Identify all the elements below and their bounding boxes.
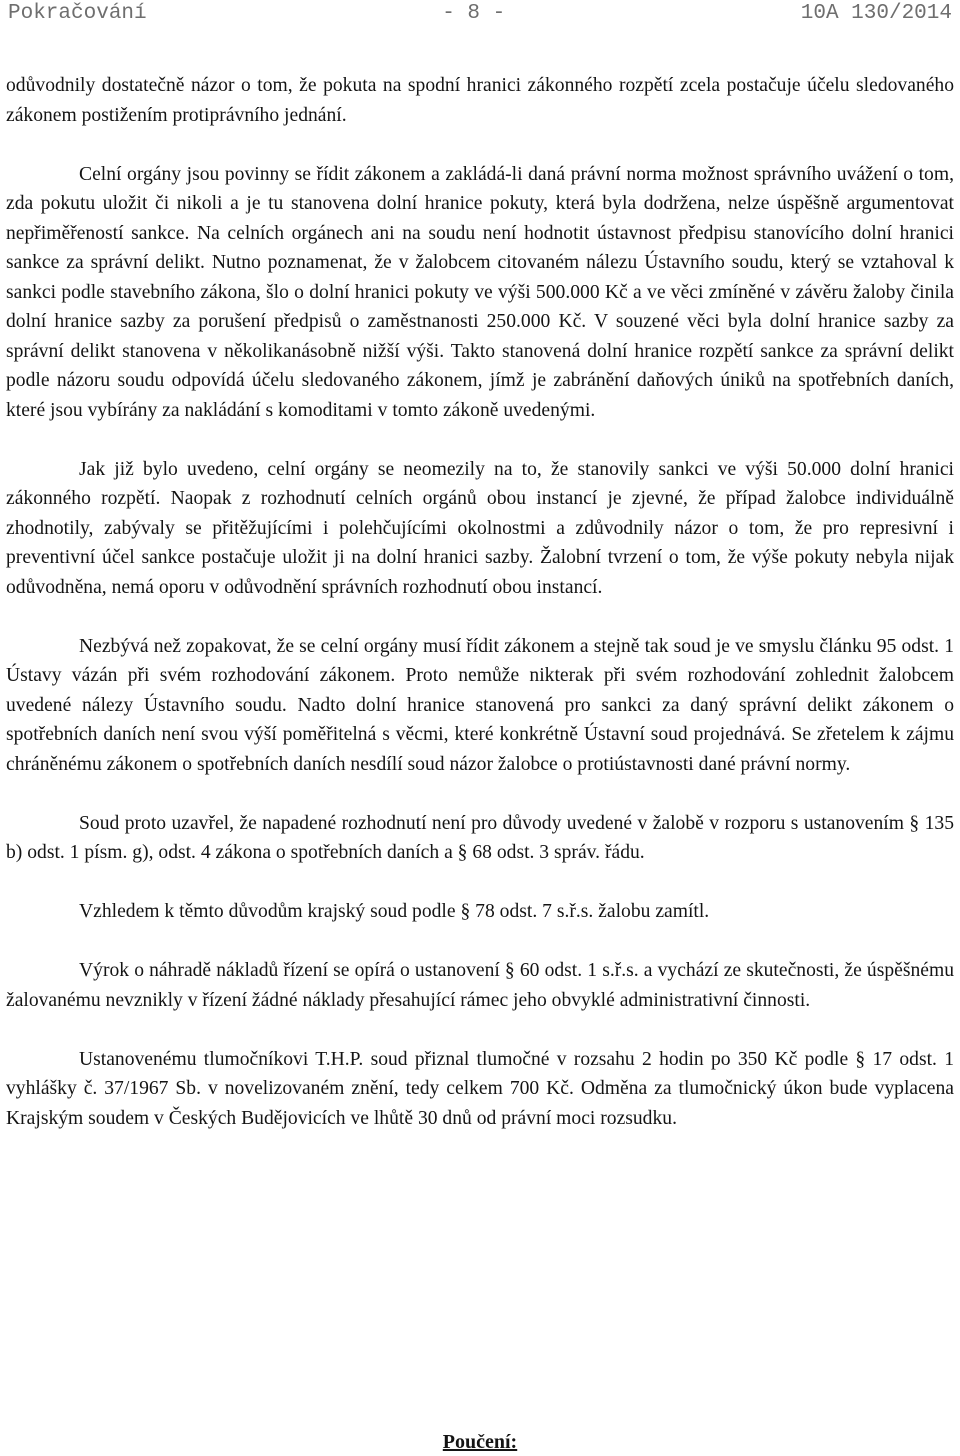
header-case-number: 10A 130/2014 <box>800 2 952 25</box>
paragraph-costs: Výrok o náhradě nákladů řízení se opírá o ustanovení § 60 odst. 1 s.ř.s. a vychází ze skutečnosti, že úspěšnému žalovanému nevznikly v řízení žádné náklady přesahující rámec jeho obvyklé administrativní činnosti. <box>6 960 954 1011</box>
paragraph-customs-authorities: Celní orgány jsou povinny se řídit zákonem a zakládá-li daná právní norma možnost správního uvážení o tom, zda pokutu uložit či nikoli a je tu stanovena dolní hranice pokuty, která byla dodržena, nelze úspěšně argumentovat nepřiměřeností sankce. Na celních orgánech ani na soudu není hodnotit ústavnost předpisu stanovícího dolní hranici sankce za správní delikt. Nutno poznamenat, že v žalobcem citovaném nálezu Ústavního soudu, který se vztahoval k sankci podle stavebního zákona, šlo o dolní hranici pokuty ve výši 500.000 Kč a ve věci zmíněné v závěru žaloby činila dolní hranice sazby za porušení předpisů o zaměstnanosti 250.000 Kč. V souzené věci byla dolní hranice sazby za správní delikt stanovena v několikanásobně nižší výši. Takto stanovená dolní hranice rozpětí sankce za správní delikt podle názoru soudu odpovídá účelu sledovaného zákonem, jímž je zabránění daňových úniků na spotřebních daních, které jsou vybírány za nakládání s komoditami v tomto zákoně uvedenými. <box>6 163 954 421</box>
paragraph-verdict: Vzhledem k těmto důvodům krajský soud podle § 78 odst. 7 s.ř.s. žalobu zamítl. <box>79 901 710 922</box>
page-header <box>6 0 954 28</box>
paragraph-conclusion: Soud proto uzavřel, že napadené rozhodnutí není pro důvody uvedené v žalobě v rozporu s ustanovením § 135 b) odst. 1 písm. g), odst. 4 zákona o spotřebních daních a § 68 odst. 3 správ. řádu. <box>6 812 954 863</box>
paragraph-sanction-assessment: Jak již bylo uvedeno, celní orgány se neomezily na to, že stanovily sankci ve výši 50.000 dolní hranici zákonného rozpětí. Naopak z rozhodnutí celních orgánů obou instancí je zjevné, že případ žalobce individuálně zhodnotily, zabývaly se přitěžujícími i polehčujícími okolnostmi a zdůvodnily názor o tom, že pro represivní i preventivní účel sankce postačuje uložit ji na dolní hranici sazby. Žalobní tvrzení o tom, že výše pokuty nebyla nijak odůvodněna, nemá oporu v odůvodnění správních rozhodnutí obou instancí. <box>6 458 954 598</box>
header-page-number: - 8 - <box>442 2 506 25</box>
document-body <box>6 71 954 1133</box>
paragraph-interpreter-fee: Ustanovenému tlumočníkovi T.H.P. soud přiznal tlumočné v rozsahu 2 hodin po 350 Kč podle § 17 odst. 1 vyhlášky č. 37/1967 Sb. v novelizovaném znění, tedy celkem 700 Kč. Odměna za tlumočnický úkon bude vyplacena Krajským soudem v Českých Budějovicích ve lhůtě 30 dnů od právní moci rozsudku. <box>6 1048 954 1129</box>
paragraph-continuation: odůvodnily dostatečně názor o tom, že pokuta na spodní hranici zákonného rozpětí zcela postačuje účelu sledovaného zákonem postižením protiprávního jednání. <box>6 75 954 126</box>
header-continuation-label: Pokračování <box>8 2 147 25</box>
instructions-heading: Poučení: <box>442 1431 518 1453</box>
paragraph-constitutional-review: Nezbývá než zopakovat, že se celní orgány musí řídit zákonem a stejně tak soud je ve smyslu článku 95 odst. 1 Ústavy vázán při svém rozhodování zákonem. Proto nemůže nikterak při svém rozhodování zohlednit žalobcem uvedené nálezy Ústavního soudu. Nadto dolní hranice stanovená pro sankci za daný správní delikt zákonem o spotřebních daních není svou výší poměřitelná s věcmi, které konkrétně Ústavní soud projednává. Se zřetelem k zájmu chráněnému zákonem o spotřebních daních nesdílí soud názor žalobce o protiústavnosti dané právní normy. <box>6 635 954 775</box>
